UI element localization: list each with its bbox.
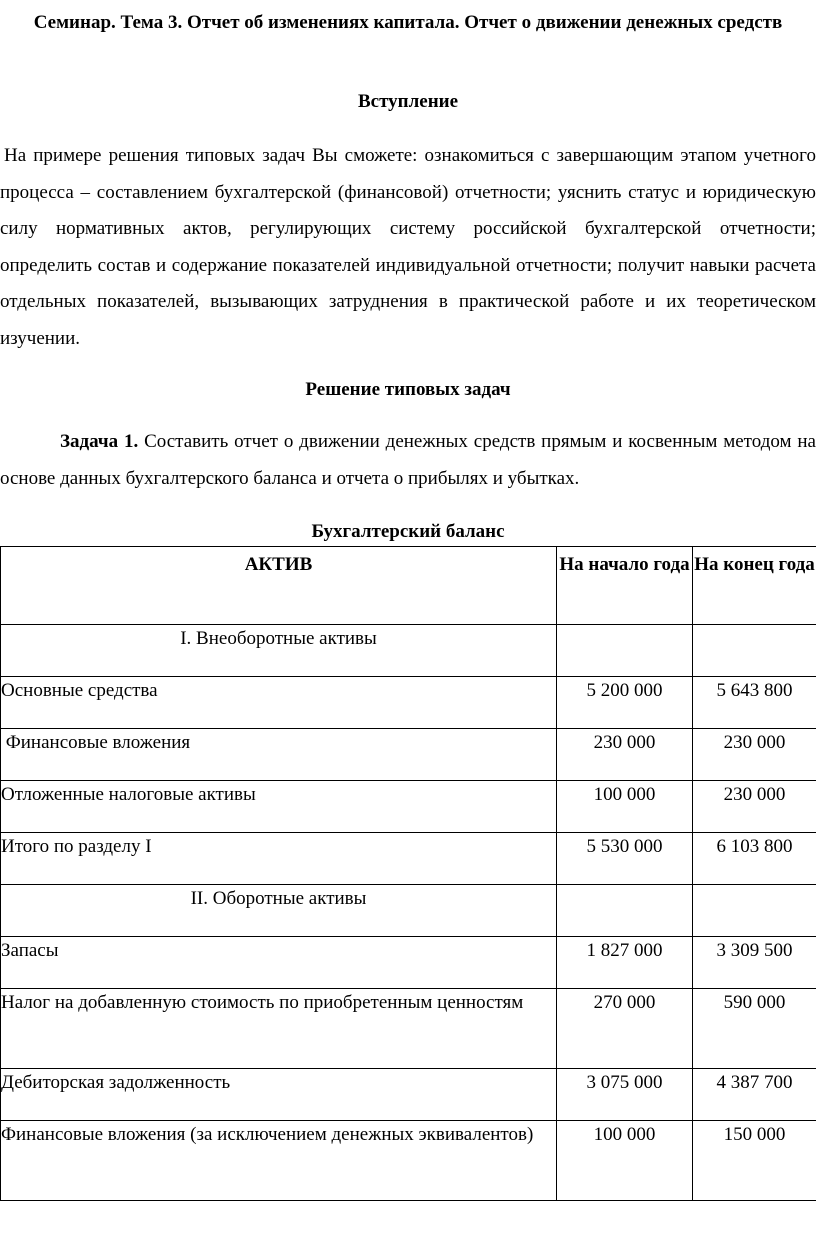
row-label: Итого по разделу I: [1, 833, 557, 885]
end-value: [693, 625, 816, 677]
row-label: Основные средства: [1, 677, 557, 729]
table-row: [1, 1069, 816, 1121]
task-text: Составить отчет о движении денежных средств прямым и косвенным методом на основе данных бухгалтерского баланса и отчета о прибылях и убытках.: [0, 431, 816, 489]
row-label: Финансовые вложения (за исключением денежных эквивалентов): [1, 1121, 557, 1201]
table-row: [1, 937, 816, 989]
table-row: [1, 781, 816, 833]
table-row: [1, 833, 816, 885]
start-value: [557, 625, 693, 677]
section-label: I. Внеоборотные активы: [1, 625, 557, 677]
end-value: 6 103 800: [693, 833, 816, 885]
start-value: 1 827 000: [557, 937, 693, 989]
table-row: [1, 625, 816, 677]
row-label: Дебиторская задолженность: [1, 1069, 557, 1121]
row-label: Налог на добавленную стоимость по приобретенным ценностям: [1, 989, 557, 1069]
balance-sheet-table: [0, 546, 816, 1201]
row-label: Отложенные налоговые активы: [1, 781, 557, 833]
table-row: [1, 885, 816, 937]
section-label: II. Оборотные активы: [1, 885, 557, 937]
start-value: 230 000: [557, 729, 693, 781]
row-label: Запасы: [1, 937, 557, 989]
start-value: 5 200 000: [557, 677, 693, 729]
start-value: 270 000: [557, 989, 693, 1069]
header-start-of-year: На начало года: [557, 547, 693, 625]
table-row: [1, 677, 816, 729]
row-label: Финансовые вложения: [1, 729, 557, 781]
end-value: 230 000: [693, 729, 816, 781]
end-value: 230 000: [693, 781, 816, 833]
start-value: 100 000: [557, 1121, 693, 1201]
end-value: 5 643 800: [693, 677, 816, 729]
start-value: [557, 885, 693, 937]
end-value: 4 387 700: [693, 1069, 816, 1121]
start-value: 3 075 000: [557, 1069, 693, 1121]
end-value: 590 000: [693, 989, 816, 1069]
document-title: Семинар. Тема 3. Отчет об изменениях капитала. Отчет о движении денежных средств: [33, 12, 783, 33]
end-value: 3 309 500: [693, 937, 816, 989]
table-header-row: [1, 547, 816, 625]
table-row: [1, 729, 816, 781]
end-value: 150 000: [693, 1121, 816, 1201]
start-value: 5 530 000: [557, 833, 693, 885]
start-value: 100 000: [557, 781, 693, 833]
end-value: [693, 885, 816, 937]
table-row: [1, 989, 816, 1069]
task-paragraph: [0, 424, 816, 497]
intro-paragraph: На примере решения типовых задач Вы сможете: ознакомиться с завершающим этапом учетного процесса – составлением бухгалтерской (финансовой) отчетности; уяснить статус и юридическую силу нормативных актов, регулирующих систему российской бухгалтерской отчетности; определить состав и содержание показателей индивидуальной отчетности; получит навыки расчета отдельных показателей, вызывающих затруднения в практической работе и их теоретическом изучении.: [0, 145, 816, 349]
solutions-heading: Решение типовых задач: [305, 379, 511, 400]
balance-caption: Бухгалтерский баланс: [311, 521, 505, 542]
header-end-of-year: На конец года: [693, 547, 816, 625]
header-asset: АКТИВ: [1, 547, 557, 625]
intro-heading: Вступление: [357, 91, 459, 112]
task-label: Задача 1.: [60, 431, 139, 452]
table-row: [1, 1121, 816, 1201]
